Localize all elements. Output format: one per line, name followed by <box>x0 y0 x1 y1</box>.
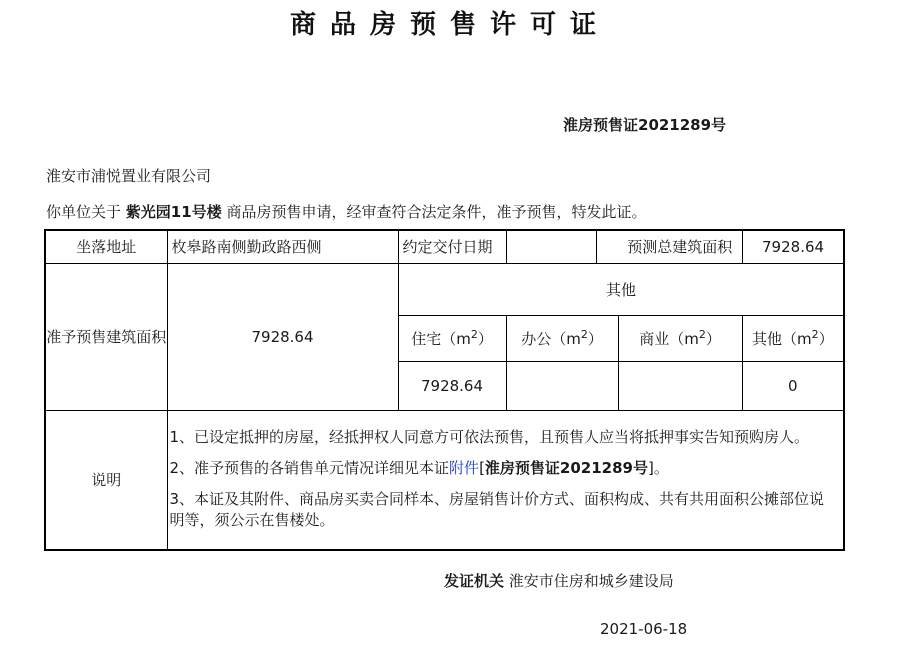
total-area-value: 7928.64 <box>742 230 844 263</box>
intro-building: 紫光园11号楼 <box>125 203 222 221</box>
page-title: 商品房预售许可证 <box>289 10 610 40</box>
permit-table <box>44 229 845 551</box>
notes-label: 说明 <box>45 410 167 550</box>
delivery-date-label: 约定交付日期 <box>398 230 506 263</box>
col-residential: 住宅$(m^2)$ <box>398 315 506 361</box>
delivery-date-value <box>506 230 596 263</box>
spacer-cell <box>596 230 618 263</box>
location-label: 坐落地址 <box>45 230 167 263</box>
approved-area-value: 7928.64 <box>167 263 398 410</box>
other-header: 其他 <box>398 263 844 315</box>
val-commercial <box>618 361 742 410</box>
approved-area-label: 准予预售建筑面积 <box>45 263 167 410</box>
val-other: 0 <box>742 361 844 410</box>
issuer-value: 淮安市住房和城乡建设局 <box>508 572 674 590</box>
issuer-label: 发证机关 <box>444 572 505 590</box>
val-office <box>506 361 618 410</box>
location-value: 枚皋路南侧勤政路西侧 <box>167 230 398 263</box>
total-area-label: 预测总建筑面积 <box>618 230 742 263</box>
issuer-line <box>444 570 674 591</box>
company-name: 淮安市浦悦置业有限公司 <box>46 167 212 185</box>
issue-date: 2021-06-18 <box>600 620 688 638</box>
col-commercial: 商业$(m^2)$ <box>618 315 742 361</box>
col-office: 办公$(m^2)$ <box>506 315 618 361</box>
notes-content <box>167 410 844 550</box>
intro-suffix: 商品房预售申请，经审查符合法定条件，准予预售，特发此证。 <box>226 203 647 221</box>
intro-line <box>46 201 646 222</box>
note-2-cert-no: 淮房预售证2021289号 <box>484 458 648 477</box>
certificate-number: 淮房预售证2021289号 <box>563 116 727 134</box>
note-2: 2、准予预售的各销售单元情况详细见本证附件[淮房预售证2021289号]。 <box>169 458 669 477</box>
attachment-link[interactable]: 附件 <box>449 458 480 477</box>
col-other: 其他$(m^2)$ <box>742 315 844 361</box>
note-1: 1、已设定抵押的房屋，经抵押权人同意方可依法预售，且预售人应当将抵押事实告知预购房人。 <box>169 427 810 446</box>
intro-prefix: 你单位关于 <box>46 203 122 221</box>
note-3: 3、本证及其附件、商品房买卖合同样本、房屋销售计价方式、面积构成、共有共用面积公摊部位说明等，须公示在售楼处。 <box>169 489 825 529</box>
val-residential: 7928.64 <box>398 361 506 410</box>
